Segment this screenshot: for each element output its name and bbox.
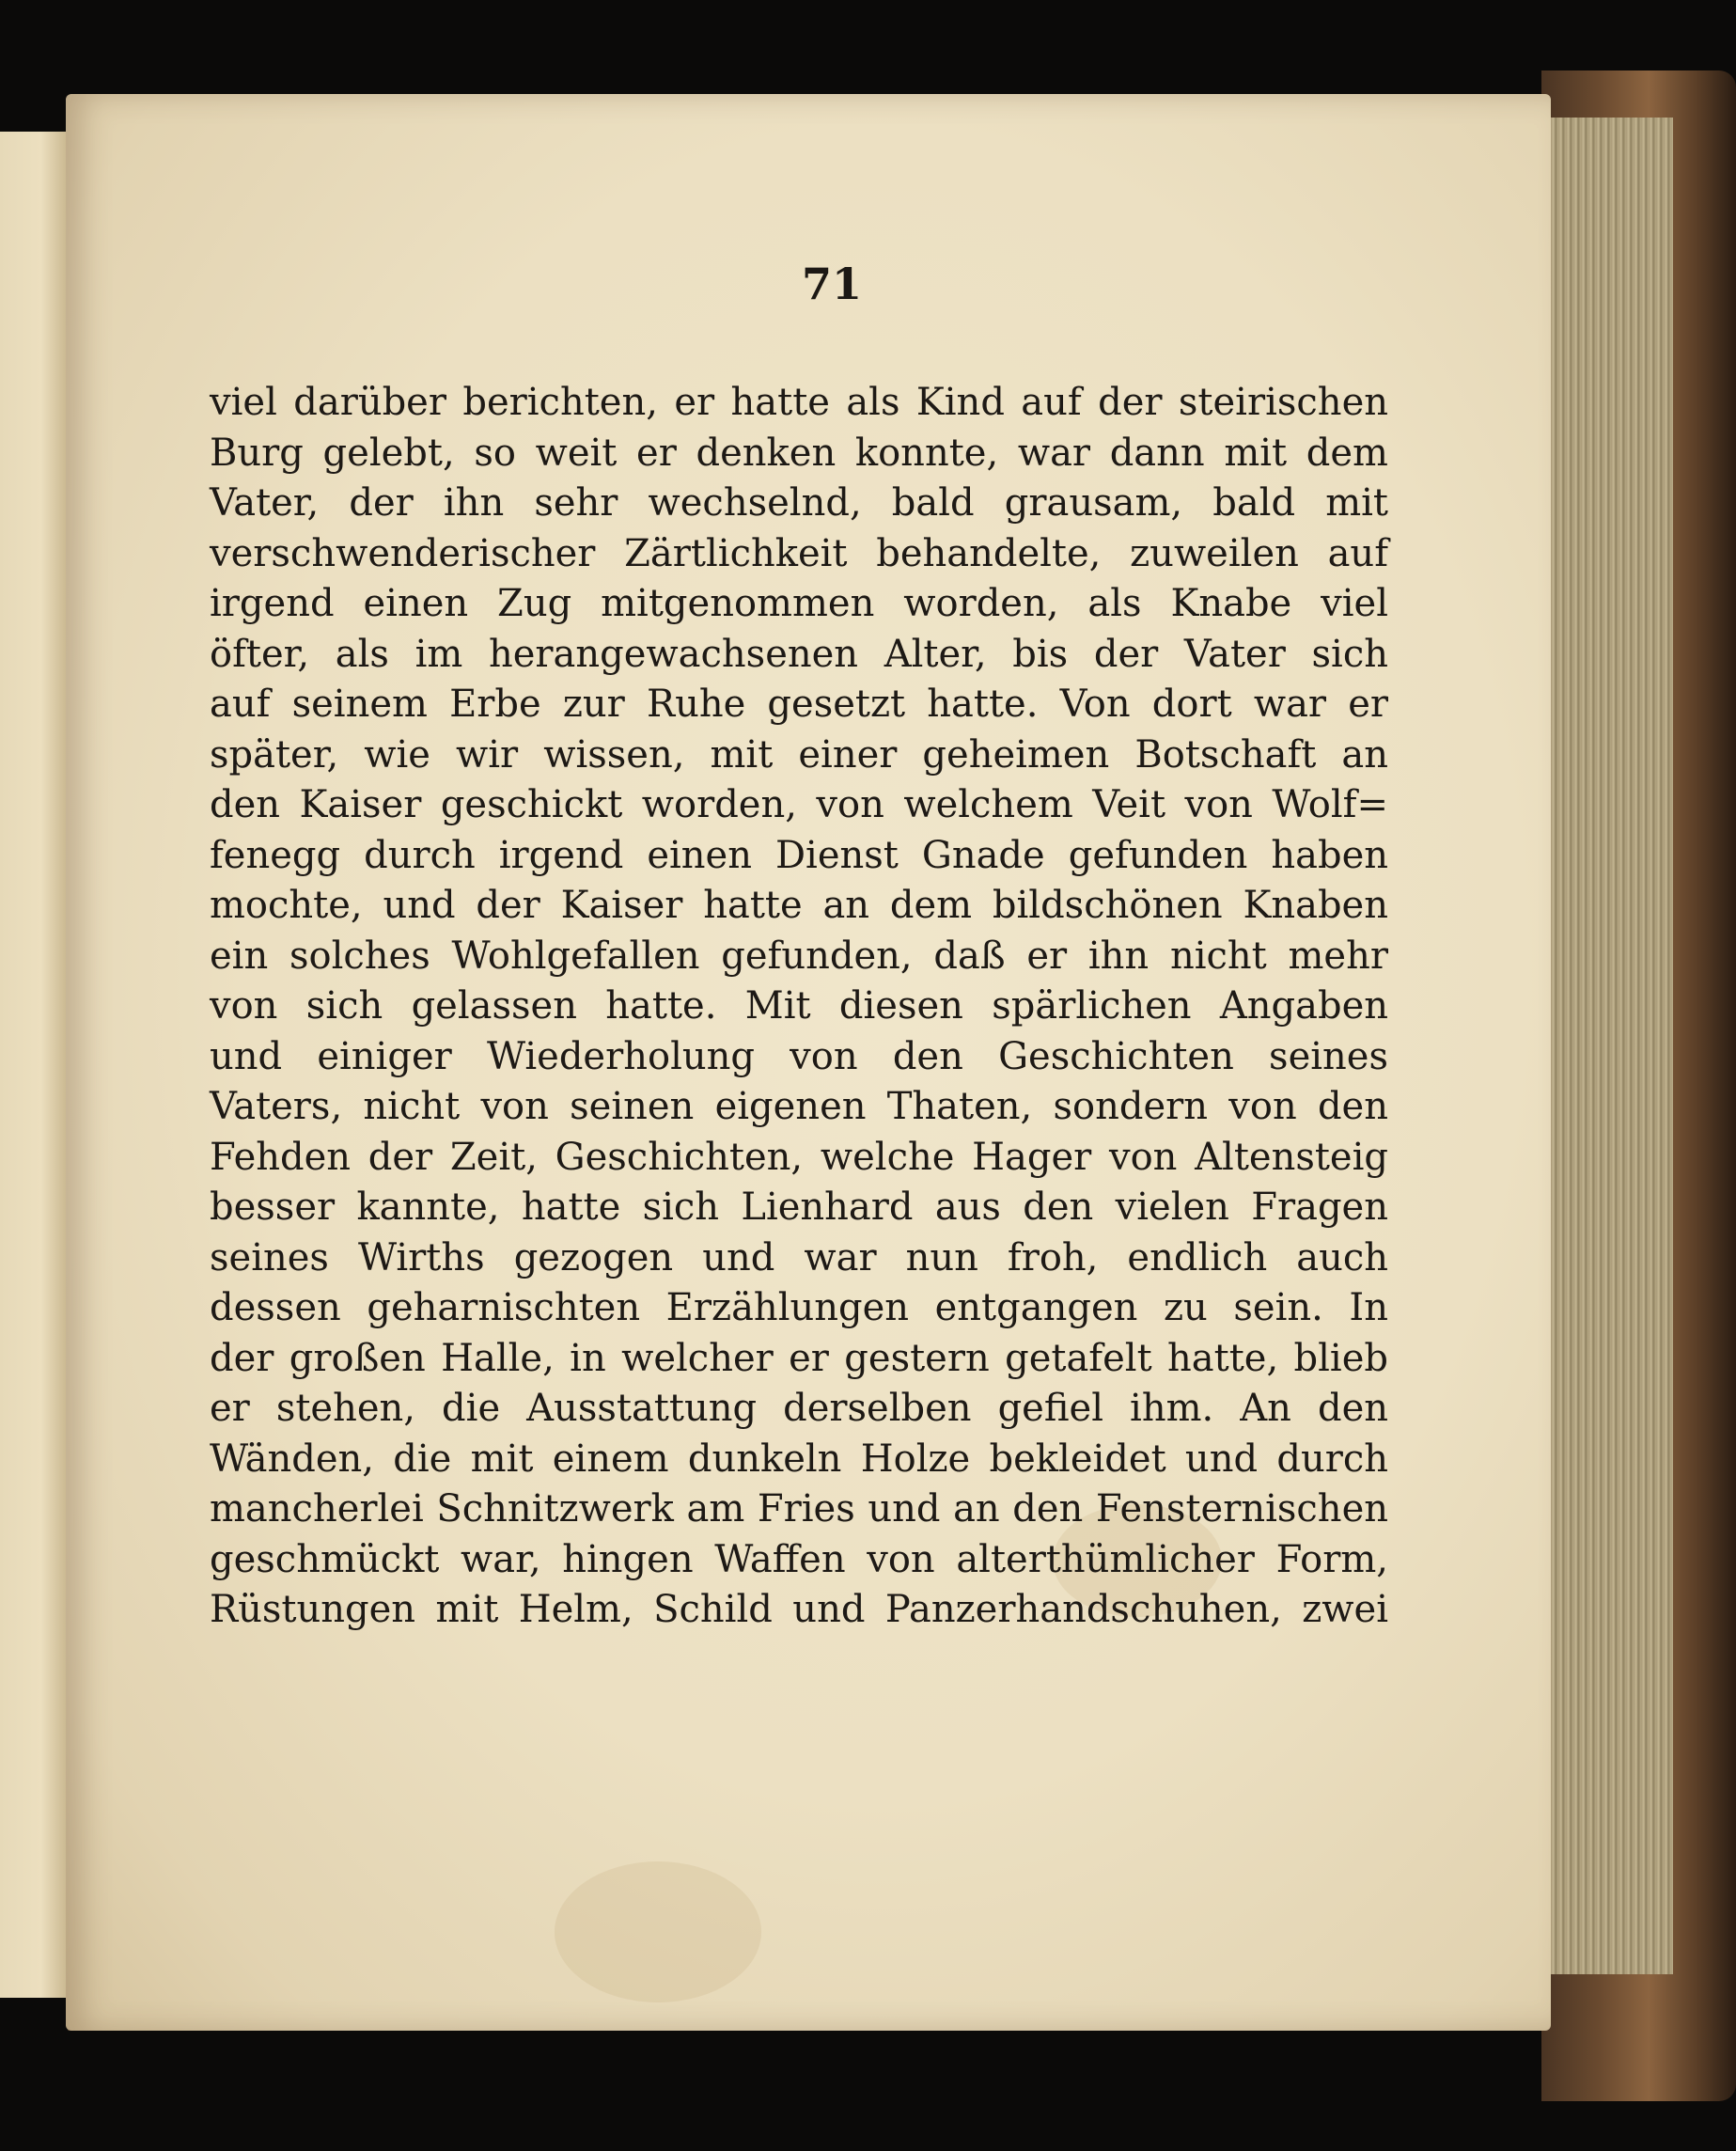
text-line: Rüstungen mit Helm, Schild und Panzerhandschuhen, zwei bbox=[210, 1588, 1388, 1631]
text-line: öfter, als im herangewachsenen Alter, bis der Vater sich bbox=[210, 632, 1388, 676]
text-line: auf seinem Erbe zur Ruhe gesetzt hatte. Von dort war er bbox=[210, 683, 1388, 726]
text-line: verschwenderischer Zärtlichkeit behandelte, zuweilen auf bbox=[210, 531, 1388, 575]
text-line: fenegg durch irgend einen Dienst Gnade gefunden haben bbox=[210, 833, 1388, 877]
text-line: der großen Halle, in welcher er gestern getafelt hatte, blieb bbox=[210, 1336, 1388, 1380]
text-line: und einiger Wiederholung von den Geschichten seines bbox=[210, 1034, 1388, 1078]
text-line: von sich gelassen hatte. Mit diesen spärlichen Angaben bbox=[210, 984, 1388, 1028]
text-line: ein solches Wohlgefallen gefunden, daß er ihn nicht mehr bbox=[210, 934, 1388, 978]
text-line: mancherlei Schnitzwerk am Fries und an den Fensternischen bbox=[210, 1487, 1388, 1531]
text-line: später, wie wir wissen, mit einer geheimen Botschaft an bbox=[210, 732, 1388, 777]
text-line: besser kannte, hatte sich Lienhard aus den vielen Fragen bbox=[210, 1185, 1388, 1229]
book-page bbox=[66, 94, 1551, 2031]
text-line: Wänden, die mit einem dunkeln Holze bekleidet und durch bbox=[210, 1437, 1388, 1481]
body-text bbox=[210, 378, 1388, 1636]
text-line: Vater, der ihn sehr wechselnd, bald grausam, bald mit bbox=[210, 481, 1388, 525]
text-line: irgend einen Zug mitgenommen worden, als Knabe viel bbox=[210, 582, 1388, 625]
text-line: Burg gelebt, so weit er denken konnte, war dann mit dem bbox=[210, 431, 1388, 475]
text-line: mochte, und der Kaiser hatte an dem bildschönen Knaben bbox=[210, 884, 1388, 927]
text-line: dessen geharnischten Erzählungen entgangen zu sein. In bbox=[210, 1286, 1388, 1329]
previous-page-edge bbox=[0, 132, 71, 1998]
text-line: viel darüber berichten, er hatte als Kind auf der steirischen bbox=[210, 381, 1388, 424]
text-line: den Kaiser geschickt worden, von welchem Veit von Wolf= bbox=[210, 783, 1388, 826]
text-line: Fehden der Zeit, Geschichten, welche Hager von Altensteig bbox=[210, 1135, 1388, 1179]
paper-stain bbox=[555, 1861, 761, 2002]
page-edges bbox=[1541, 118, 1673, 1974]
page-number: 71 bbox=[801, 259, 862, 309]
text-line: seines Wirths gezogen und war nun froh, endlich auch bbox=[210, 1235, 1388, 1280]
text-line: er stehen, die Ausstattung derselben gefiel ihm. An den bbox=[210, 1387, 1388, 1430]
text-line: Vaters, nicht von seinen eigenen Thaten, sondern von den bbox=[210, 1085, 1388, 1128]
text-line: geschmückt war, hingen Waffen von alterthümlicher Form, bbox=[210, 1537, 1388, 1581]
